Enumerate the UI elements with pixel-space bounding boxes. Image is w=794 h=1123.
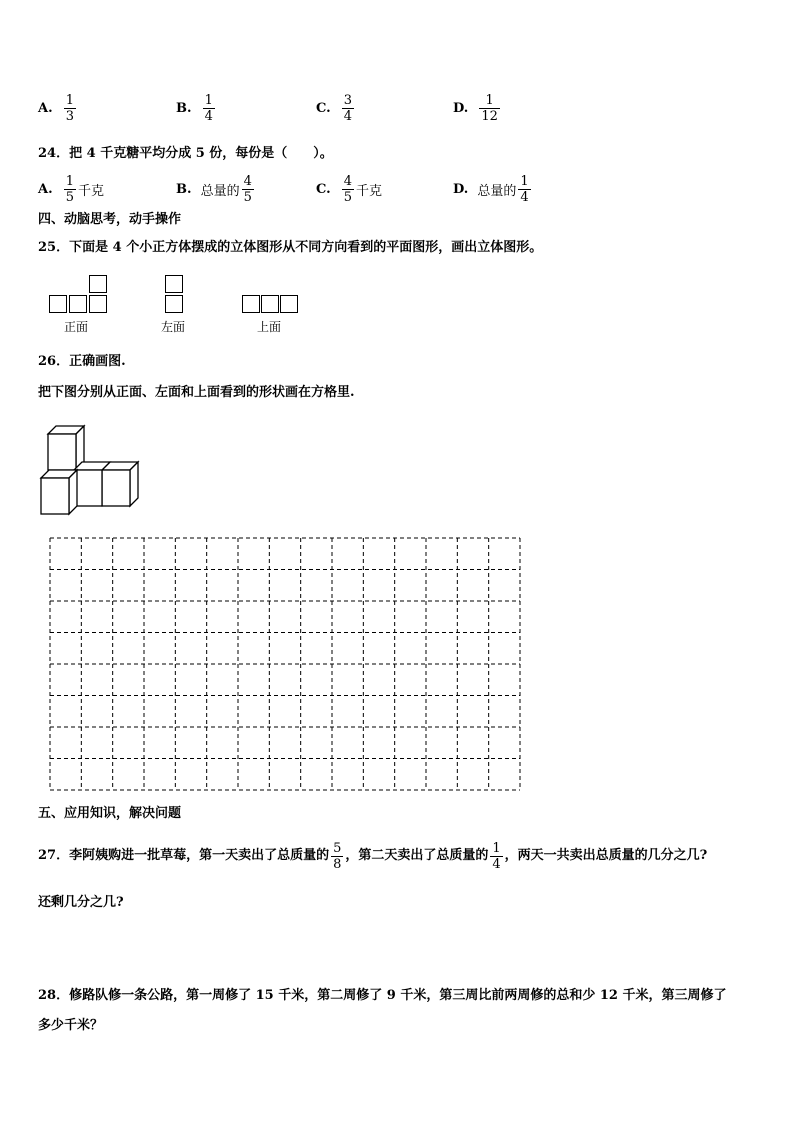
q26-title: 26．正确画图.	[38, 354, 126, 369]
option-fraction: $\frac{4}{5}$	[243, 173, 252, 205]
q25-text: 25．下面是 4 个小正方体摆成的立体图形从不同方向看到的平面图形，画出立体图形。	[38, 240, 543, 255]
q27-line2: 还剩几分之几?	[38, 895, 124, 910]
q23-option-2[interactable]	[316, 88, 356, 128]
option-letter: C.	[316, 181, 331, 197]
caption-front: 正面	[64, 320, 89, 334]
option-letter: B.	[176, 181, 192, 197]
caption-left: 左面	[161, 320, 186, 334]
q24-option-2[interactable]	[316, 169, 382, 209]
q26-text: 把下图分别从正面、左面和上面看到的形状画在方格里.	[38, 385, 355, 400]
q24-option-1[interactable]	[176, 169, 256, 209]
q27-mid: ，第二天卖出了总质量的	[345, 848, 489, 863]
cube-solid-figure	[38, 420, 148, 520]
option-prefix: 总量的	[477, 183, 517, 199]
option-fraction: $\frac{1}{12}$	[481, 92, 498, 124]
q23-option-0[interactable]	[38, 88, 78, 128]
option-prefix: 总量的	[200, 183, 240, 199]
option-letter: C.	[316, 100, 331, 116]
option-fraction: $\frac{1}{5}$	[65, 173, 74, 205]
q27-post: ，两天一共卖出总质量的几分之几?	[504, 848, 708, 863]
q27-text	[38, 836, 707, 876]
option-fraction: $\frac{4}{5}$	[343, 173, 352, 205]
q24-option-0[interactable]	[38, 169, 104, 209]
option-letter: B.	[176, 100, 192, 116]
option-suffix: 千克	[77, 183, 104, 199]
section-5-title: 五、应用知识，解决问题	[38, 806, 182, 821]
option-fraction: $\frac{3}{4}$	[343, 92, 352, 124]
option-fraction: $\frac{1}{4}$	[520, 173, 529, 205]
option-fraction: $\frac{1}{4}$	[204, 92, 213, 124]
q24-option-3[interactable]	[453, 169, 533, 209]
answer-grid[interactable]	[48, 536, 528, 796]
q23-option-3[interactable]	[453, 88, 502, 128]
option-letter: D.	[453, 181, 469, 197]
q24-text: 24．把 4 千克糖平均分成 5 份，每份是（ ）。	[38, 146, 333, 161]
section-4-title: 四、动脑思考，动手操作	[38, 212, 182, 227]
option-letter: A.	[38, 181, 53, 197]
caption-top: 上面	[257, 320, 282, 334]
fraction-five-eighths: $\frac{5}{8}$	[333, 840, 342, 872]
option-suffix: 千克	[356, 183, 383, 199]
fraction-one-quarter: $\frac{1}{4}$	[492, 840, 501, 872]
option-fraction: $\frac{1}{3}$	[65, 92, 74, 124]
q28-line1: 28．修路队修一条公路，第一周修了 15 千米，第二周修了 9 千米，第三周比前两周修的总和少 12 千米，第三周修了	[38, 988, 727, 1003]
q23-option-1[interactable]	[176, 88, 217, 128]
option-letter: A.	[38, 100, 53, 116]
option-letter: D.	[453, 100, 469, 116]
q28-line2: 多少千米？	[38, 1018, 104, 1033]
q27-pre: 27．李阿姨购进一批草莓，第一天卖出了总质量的	[38, 848, 330, 863]
